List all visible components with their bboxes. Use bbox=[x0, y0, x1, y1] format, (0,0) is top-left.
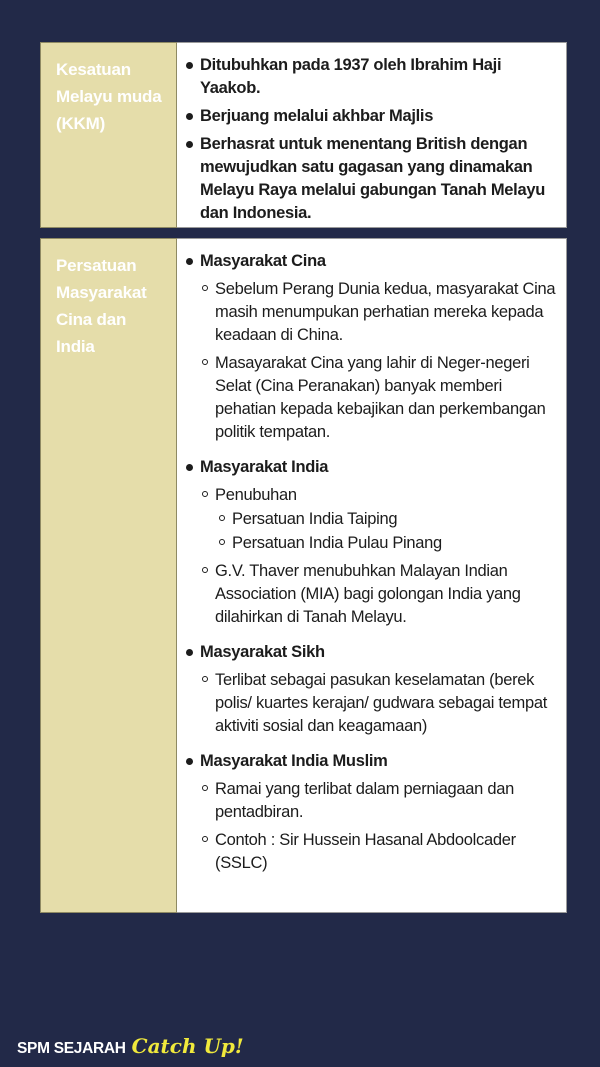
row-content-cell bbox=[177, 238, 567, 913]
list-item-text: Persatuan India Taiping bbox=[232, 510, 398, 528]
list-item bbox=[186, 750, 556, 773]
list-item bbox=[186, 560, 556, 629]
list-item-text: G.V. Thaver menubuhkan Malayan Indian Association (MIA) bagi golongan India yang dilahirkan di Tanah Melayu. bbox=[215, 562, 521, 626]
bullet-filled-icon bbox=[186, 464, 193, 471]
list-item-text: Masyarakat Sikh bbox=[200, 643, 325, 661]
bullet-filled-icon bbox=[186, 62, 193, 69]
list-item bbox=[186, 669, 556, 738]
row-header-label: Persatuan Masyarakat Cina dan India bbox=[56, 256, 147, 356]
list-item-text: Terlibat sebagai pasukan keselamatan (berek polis/ kuartes kerajan/ gudwara sebagai tempat aktiviti sosial dan keagamaan) bbox=[215, 671, 547, 735]
bullet-hollow-icon bbox=[202, 359, 208, 365]
bullet-hollow-icon bbox=[202, 285, 208, 291]
bullet-filled-icon bbox=[186, 758, 193, 765]
row-content-cell bbox=[177, 42, 567, 228]
bullet-filled-icon bbox=[186, 258, 193, 265]
list-item-text: Masyarakat Cina bbox=[200, 252, 326, 270]
list-item-text: Berhasrat untuk menentang British dengan mewujudkan satu gagasan yang dinamakan Melayu Raya melalui gabungan Tanah Melayu dan Indonesia. bbox=[200, 135, 545, 222]
list-item bbox=[186, 352, 556, 444]
list-item-text: Masyarakat India Muslim bbox=[200, 752, 388, 770]
bullet-hollow-icon bbox=[219, 539, 225, 545]
list-item-text: Persatuan India Pulau Pinang bbox=[232, 534, 442, 552]
list-item bbox=[186, 484, 556, 507]
list-item-text: Ditubuhkan pada 1937 oleh Ibrahim Haji Yaakob. bbox=[200, 56, 502, 97]
table-row bbox=[40, 42, 567, 228]
bullet-filled-icon bbox=[186, 141, 193, 148]
footer-brand bbox=[17, 1034, 244, 1058]
bullet-filled-icon bbox=[186, 649, 193, 656]
list-item bbox=[186, 105, 556, 128]
bullet-hollow-icon bbox=[219, 515, 225, 521]
list-item bbox=[186, 133, 556, 225]
row-header-cell bbox=[40, 238, 177, 913]
brand-text: SPM SEJARAH bbox=[17, 1040, 126, 1057]
brand-script-text: Catch Up! bbox=[131, 1034, 244, 1058]
list-item bbox=[186, 778, 556, 824]
list-item bbox=[186, 456, 556, 479]
list-item-text: Contoh : Sir Hussein Hasanal Abdoolcader (SSLC) bbox=[215, 831, 516, 872]
list-item bbox=[186, 54, 556, 100]
list-item-text: Penubuhan bbox=[215, 486, 297, 504]
list-item-text: Masyarakat India bbox=[200, 458, 329, 476]
notes-table bbox=[40, 42, 567, 923]
list-item-text: Masayarakat Cina yang lahir di Neger-negeri Selat (Cina Peranakan) banyak memberi pehatian kepada kebajikan dan perkembangan politik tempatan. bbox=[215, 354, 546, 441]
list-item-text: Ramai yang terlibat dalam perniagaan dan pentadbiran. bbox=[215, 780, 514, 821]
list-item bbox=[186, 278, 556, 347]
list-item bbox=[186, 508, 556, 531]
list-item bbox=[186, 532, 556, 555]
list-item bbox=[186, 641, 556, 664]
row-header-cell bbox=[40, 42, 177, 228]
bullet-hollow-icon bbox=[202, 836, 208, 842]
list-item bbox=[186, 829, 556, 875]
bullet-hollow-icon bbox=[202, 676, 208, 682]
list-item-text: Sebelum Perang Dunia kedua, masyarakat Cina masih menumpukan perhatian mereka kepada keadaan di China. bbox=[215, 280, 556, 344]
row-header-label: Kesatuan Melayu muda (KKM) bbox=[56, 60, 162, 133]
list-item bbox=[186, 250, 556, 273]
bullet-hollow-icon bbox=[202, 567, 208, 573]
table-row bbox=[40, 238, 567, 913]
list-item-text: Berjuang melalui akhbar Majlis bbox=[200, 107, 434, 125]
bullet-hollow-icon bbox=[202, 785, 208, 791]
bullet-hollow-icon bbox=[202, 491, 208, 497]
bullet-filled-icon bbox=[186, 113, 193, 120]
